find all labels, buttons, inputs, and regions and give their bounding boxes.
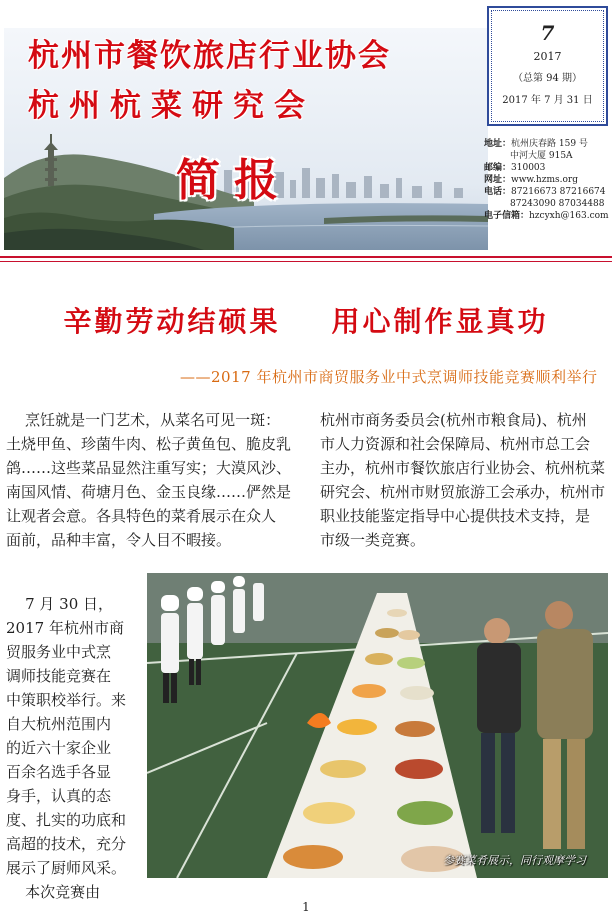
text-line: 高超的技术，充分	[6, 835, 127, 853]
photo-caption: 参赛菜肴展示，同行观摩学习	[443, 854, 586, 867]
article-right-column	[320, 408, 610, 552]
text-line: 度、扎实的功底和	[6, 811, 127, 829]
text-line: 调师技能竞赛在	[6, 667, 112, 685]
website-label: 网址：	[484, 175, 512, 185]
text-line: 市级一类竞赛。	[320, 531, 426, 549]
email-label: 电子信箱：	[484, 211, 530, 221]
text-line: 7 月 30 日，	[6, 595, 114, 613]
text-line: 烹饪就是一门艺术，从菜名可见一斑：	[6, 411, 281, 429]
address-line-2: 中河大厦 915A	[510, 151, 573, 161]
text-line: 自大杭州范围内	[6, 715, 112, 733]
postcode: 310003	[511, 163, 546, 173]
text-line: 市人力资源和社会保障局、杭州市总工会	[320, 435, 591, 453]
article-headline: 辛勤劳动结硕果 用心制作显真功	[63, 305, 549, 338]
text-line: 职业技能鉴定指导中心提供技术支持，是	[320, 507, 591, 525]
article-subheadline: ——2017 年杭州市商贸服务业中式烹调师技能竞赛顺利举行	[180, 368, 598, 386]
issue-box	[487, 6, 608, 126]
article-left-column	[6, 408, 296, 552]
text-line: 主办，杭州市餐饮旅店行业协会、杭州杭菜	[320, 459, 606, 477]
text-line: 中策职校举行。来	[6, 691, 127, 709]
issue-number: 7	[540, 21, 555, 45]
address-label: 地址：	[484, 139, 512, 149]
text-line: 面前，品种丰富，令人目不暇接。	[6, 531, 232, 549]
text-line: 贸服务业中式烹	[6, 643, 112, 661]
issue-date: 2017 年 7 月 31 日	[502, 95, 593, 106]
issue-total: （总第 94 期）	[512, 73, 583, 84]
text-line: 杭州市商务委员会(杭州市粮食局)、杭州	[320, 411, 587, 429]
text-line: 2017 年杭州市商	[6, 619, 124, 637]
phone-line-2: 87243090 87034488	[510, 199, 605, 209]
text-line: 身手，认真的态	[6, 787, 112, 805]
competition-photo	[147, 573, 608, 878]
phone-line-1: 87216673 87216674	[511, 187, 606, 197]
contact-info	[484, 138, 612, 222]
header-divider-bottom	[0, 261, 612, 262]
issue-year: 2017	[533, 50, 562, 63]
organization-name-1: 杭州市餐饮旅店行业协会	[28, 38, 391, 74]
text-line: 的近六十家企业	[6, 739, 112, 757]
text-line: 展示了厨师风采。	[6, 859, 127, 877]
postcode-label: 邮编：	[484, 163, 512, 173]
email: hzcyxh@163.com	[529, 211, 609, 221]
text-line: 南国风情、荷塘月色、金玉良缘……俨然是	[6, 483, 292, 501]
text-line: 研究会、杭州市财贸旅游工会承办，杭州市	[320, 483, 606, 501]
text-line: 百余名选手各显	[6, 763, 112, 781]
organization-name-2: 杭州杭菜研究会	[28, 88, 315, 124]
article-narrow-column	[6, 592, 142, 904]
publication-title: 简报	[176, 155, 292, 206]
text-line: 本次竞赛由	[6, 883, 101, 901]
website: www.hzms.org	[511, 175, 578, 185]
header-divider-top	[0, 256, 612, 258]
text-line: 土烧甲鱼、珍菌牛肉、松子黄鱼包、脆皮乳	[6, 435, 292, 453]
phone-label: 电话：	[484, 187, 512, 197]
text-line: 鸽……这些菜品显然注重写实；大漠风沙、	[6, 459, 292, 477]
text-line: 让观者会意。各具特色的菜肴展示在众人	[6, 507, 277, 525]
address-line-1: 杭州庆春路 159 号	[511, 139, 588, 149]
page-number: 1	[302, 900, 310, 914]
